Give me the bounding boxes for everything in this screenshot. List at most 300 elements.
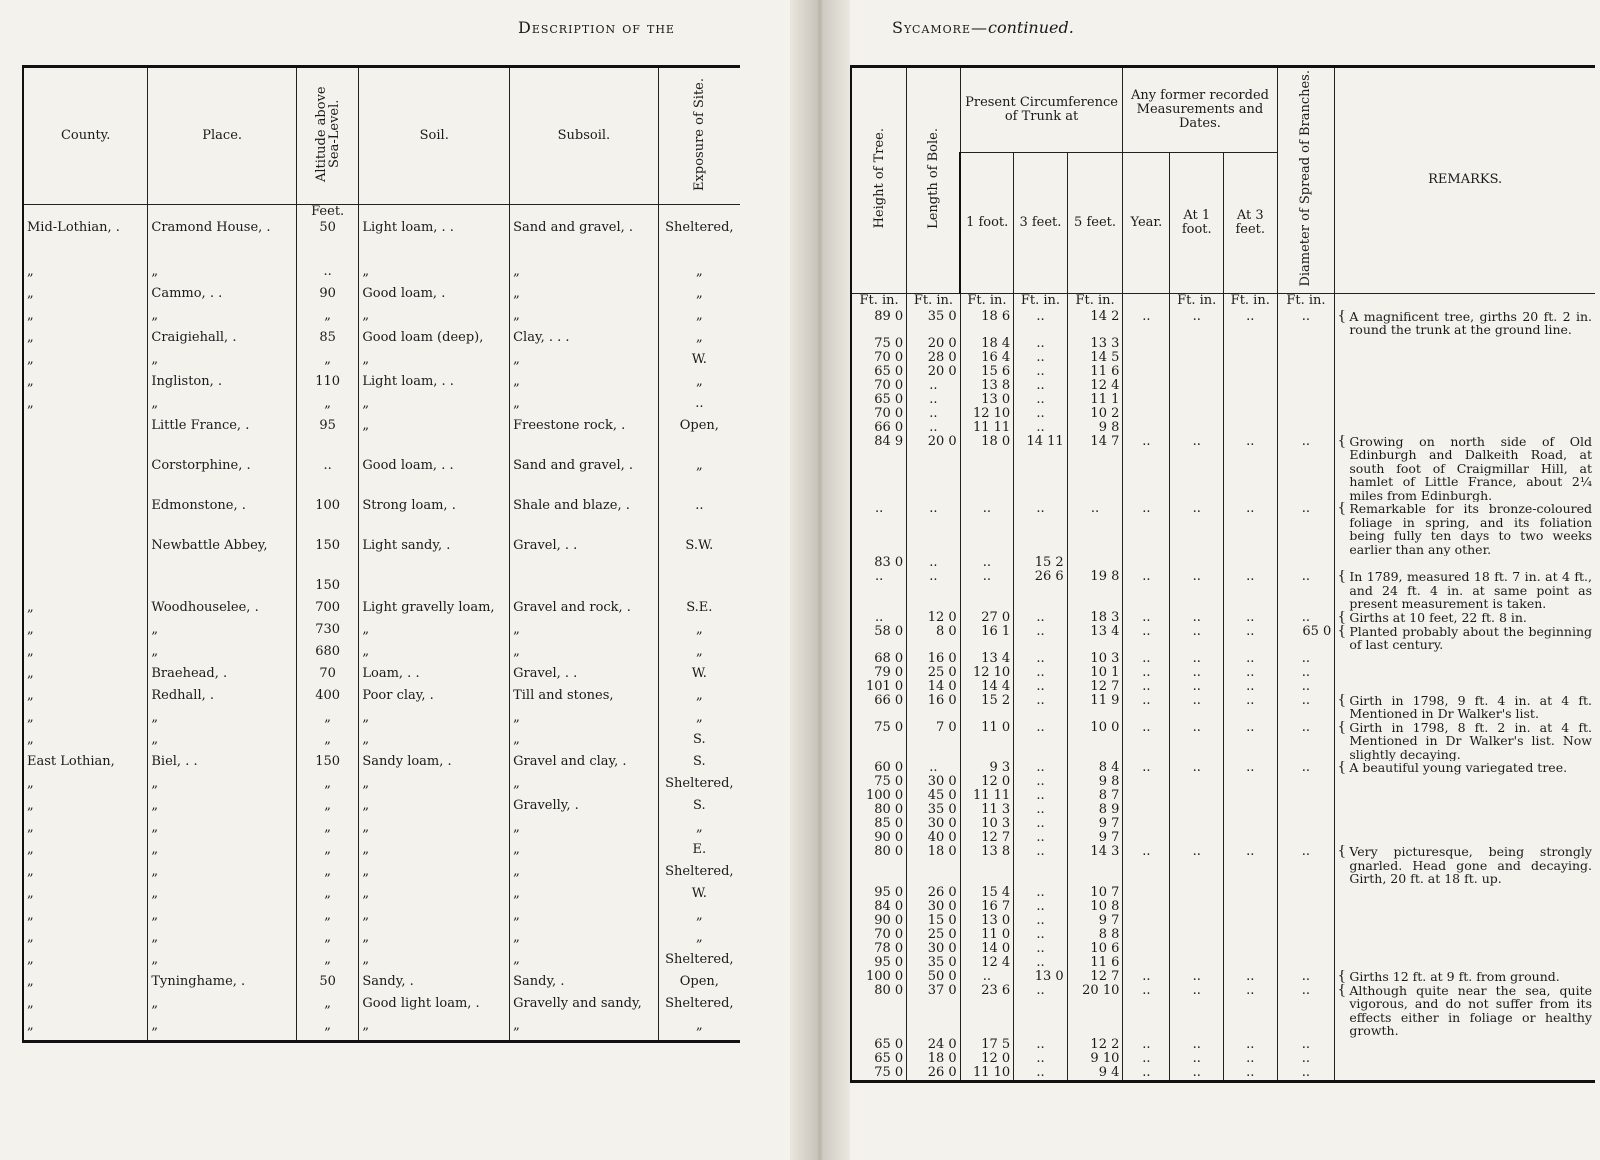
year-cell (1123, 942, 1170, 956)
circ-3ft-cell: 14 11 (1014, 435, 1068, 503)
circ-3ft-cell: 26 6 (1014, 570, 1068, 611)
soil-cell: Light sandy, . (359, 539, 510, 579)
altitude-cell: 100 (296, 499, 358, 539)
bole-cell: .. (907, 393, 961, 407)
soil-cell: Light loam, . . (359, 221, 510, 243)
county-cell: „ (23, 689, 148, 711)
county-cell: „ (23, 397, 148, 419)
at3-cell: .. (1223, 1052, 1277, 1066)
diameter-cell (1277, 914, 1335, 928)
soil-cell: „ (359, 645, 510, 667)
subsoil-cell: Gravel, . . (510, 539, 659, 579)
subsoil-header: Subsoil. (510, 67, 659, 205)
circ-3ft-cell: .. (1014, 789, 1068, 803)
diameter-cell (1277, 900, 1335, 914)
county-cell (23, 499, 148, 539)
right-page (850, 0, 1600, 1160)
year-cell (1123, 831, 1170, 845)
county-cell: „ (23, 265, 148, 287)
soil-cell: „ (359, 777, 510, 799)
exposure-cell: Open, (658, 975, 740, 997)
county-cell: „ (23, 997, 148, 1019)
altitude-cell: „ (296, 909, 358, 931)
altitude-cell: 50 (296, 221, 358, 243)
exposure-cell: „ (658, 287, 740, 309)
height-cell: 89 0 (851, 310, 907, 337)
height-cell: 75 0 (851, 337, 907, 351)
bole-cell: 35 0 (907, 803, 961, 817)
subsoil-cell: „ (510, 909, 659, 931)
at3-cell: .. (1223, 845, 1277, 886)
table-row (23, 733, 740, 755)
height-cell: 75 0 (851, 721, 907, 762)
altitude-cell: „ (296, 821, 358, 843)
county-cell: „ (23, 865, 148, 887)
height-cell: 100 0 (851, 789, 907, 803)
circ-1ft-cell: 11 3 (960, 803, 1014, 817)
year-cell: .. (1123, 1038, 1170, 1052)
county-cell: „ (23, 975, 148, 997)
table-row (851, 817, 1595, 831)
units-row (851, 293, 1595, 310)
table-row (23, 887, 740, 909)
circ-5ft-cell: 8 7 (1067, 789, 1123, 803)
circ-1ft-cell: 16 7 (960, 900, 1014, 914)
place-cell: „ (148, 821, 297, 843)
place-cell: „ (148, 1019, 297, 1041)
place-cell: „ (148, 843, 297, 865)
place-cell: „ (148, 865, 297, 887)
subsoil-cell: Gravel and clay, . (510, 755, 659, 777)
circ-5ft-cell: 14 7 (1067, 435, 1123, 503)
subsoil-cell: „ (510, 887, 659, 909)
bole-cell: 40 0 (907, 831, 961, 845)
circ-3ft-cell: .. (1014, 337, 1068, 351)
year-cell: .. (1123, 970, 1170, 984)
bole-cell: 20 0 (907, 435, 961, 503)
place-cell (148, 579, 297, 601)
circ-3ft-cell: .. (1014, 942, 1068, 956)
county-cell: „ (23, 843, 148, 865)
circ-3ft-cell: .. (1014, 502, 1068, 556)
subsoil-cell (510, 579, 659, 601)
remarks-cell (1335, 421, 1595, 435)
table-row (851, 680, 1595, 694)
exposure-cell: Sheltered, (658, 221, 740, 243)
bole-cell: 26 0 (907, 1066, 961, 1082)
table-row (851, 611, 1595, 625)
circ-1ft-cell: .. (960, 556, 1014, 570)
at3-cell (1223, 393, 1277, 407)
county-cell: „ (23, 309, 148, 331)
height-cell: 70 0 (851, 379, 907, 393)
remarks-cell (1335, 365, 1595, 379)
at1-cell: .. (1170, 652, 1224, 666)
year-cell (1123, 900, 1170, 914)
diameter-cell (1277, 351, 1335, 365)
year-cell: .. (1123, 611, 1170, 625)
soil-cell: Loam, . . (359, 667, 510, 689)
at3-cell: .. (1223, 680, 1277, 694)
subsoil-cell: Gravelly and sandy, (510, 997, 659, 1019)
table-row (851, 803, 1595, 817)
soil-cell: Good light loam, . (359, 997, 510, 1019)
soil-cell: „ (359, 931, 510, 953)
place-cell: „ (148, 799, 297, 821)
table-row (851, 984, 1595, 1038)
height-cell: 65 0 (851, 1052, 907, 1066)
remarks-cell (1335, 831, 1595, 845)
circ-5ft-cell: 9 7 (1067, 914, 1123, 928)
soil-cell: „ (359, 353, 510, 375)
circ-3ft-cell: .. (1014, 845, 1068, 886)
circ-5ft-cell: 11 1 (1067, 393, 1123, 407)
table-row (851, 379, 1595, 393)
county-cell: Mid-Lothian, . (23, 221, 148, 243)
exposure-cell: W. (658, 353, 740, 375)
bole-cell: .. (907, 502, 961, 556)
bole-cell: 15 0 (907, 914, 961, 928)
height-cell: 60 0 (851, 761, 907, 775)
table-row (23, 931, 740, 953)
exposure-cell: S. (658, 755, 740, 777)
remarks-cell (1335, 393, 1595, 407)
diameter-cell: .. (1277, 1038, 1335, 1052)
circ-5ft-cell: 9 4 (1067, 1066, 1123, 1082)
unit-label: Ft. in. (1170, 293, 1224, 310)
bole-cell: 35 0 (907, 310, 961, 337)
at1-cell (1170, 956, 1224, 970)
circ-3ft-cell: .. (1014, 652, 1068, 666)
diameter-cell (1277, 789, 1335, 803)
exposure-cell: E. (658, 843, 740, 865)
table-row (851, 652, 1595, 666)
height-cell: 66 0 (851, 421, 907, 435)
altitude-cell: „ (296, 799, 358, 821)
circ-1ft-cell: 18 0 (960, 435, 1014, 503)
table-row (23, 711, 740, 733)
circ-3ft-cell: .. (1014, 351, 1068, 365)
county-cell: „ (23, 931, 148, 953)
county-cell: „ (23, 711, 148, 733)
circ-5ft-cell: 13 3 (1067, 337, 1123, 351)
place-cell: „ (148, 909, 297, 931)
altitude-cell: 50 (296, 975, 358, 997)
diameter-cell: 65 0 (1277, 625, 1335, 652)
remarks-cell (1335, 900, 1595, 914)
table-row (851, 1038, 1595, 1052)
circ-5ft-cell: 10 2 (1067, 407, 1123, 421)
diameter-cell: .. (1277, 970, 1335, 984)
circ-5ft-cell: 10 1 (1067, 666, 1123, 680)
year-cell (1123, 393, 1170, 407)
circ-3ft-cell: .. (1014, 721, 1068, 762)
diameter-cell: .. (1277, 611, 1335, 625)
unit-label: Ft. in. (907, 293, 961, 310)
soil-cell: „ (359, 309, 510, 331)
table-row (851, 761, 1595, 775)
table-row (851, 407, 1595, 421)
circ-5ft-cell: 9 7 (1067, 817, 1123, 831)
ft3-header: 3 feet. (1014, 153, 1068, 294)
at1-cell: .. (1170, 761, 1224, 775)
diameter-cell (1277, 928, 1335, 942)
book-gutter (790, 0, 850, 1160)
place-cell: „ (148, 711, 297, 733)
diameter-cell: .. (1277, 435, 1335, 503)
bole-cell: 18 0 (907, 1052, 961, 1066)
at1-cell (1170, 351, 1224, 365)
bole-cell: .. (907, 407, 961, 421)
unit-label: Ft. in. (1223, 293, 1277, 310)
bole-cell: 20 0 (907, 365, 961, 379)
table-row (23, 843, 740, 865)
circ-3ft-cell: .. (1014, 775, 1068, 789)
right-running-head: Sycamore—continued. (892, 18, 1074, 37)
exposure-cell: „ (658, 375, 740, 397)
table-row (851, 351, 1595, 365)
place-cell: Biel, . . (148, 755, 297, 777)
unit-label: Ft. in. (1277, 293, 1335, 310)
at3-cell: .. (1223, 625, 1277, 652)
diameter-cell (1277, 803, 1335, 817)
remarks-cell: { Growing on north side of Old Edinburgh and Dalkeith Road, at south foot of Craigmillar Hill, at hamlet of Little France, about 2¼ miles from Edinburgh. (1335, 435, 1595, 503)
soil-cell: Good loam (deep), (359, 331, 510, 353)
exposure-header: Exposure of Site. (658, 67, 740, 205)
place-cell: Little France, . (148, 419, 297, 459)
place-cell: „ (148, 397, 297, 419)
diameter-cell (1277, 556, 1335, 570)
at1-cell (1170, 803, 1224, 817)
unit-label: Feet. (296, 205, 358, 222)
bole-cell: .. (907, 570, 961, 611)
circ-5ft-cell: 10 0 (1067, 721, 1123, 762)
at1-cell (1170, 914, 1224, 928)
remarks-cell (1335, 556, 1595, 570)
year-cell: .. (1123, 310, 1170, 337)
bole-cell: .. (907, 761, 961, 775)
circ-1ft-cell: .. (960, 570, 1014, 611)
year-cell: .. (1123, 435, 1170, 503)
height-cell: 65 0 (851, 393, 907, 407)
at3-cell: .. (1223, 611, 1277, 625)
table-row (23, 265, 740, 287)
circ-3ft-cell: .. (1014, 379, 1068, 393)
height-cell: 85 0 (851, 817, 907, 831)
subsoil-cell: „ (510, 777, 659, 799)
height-cell: .. (851, 611, 907, 625)
remarks-cell: { Girth in 1798, 9 ft. 4 in. at 4 ft. Mentioned in Dr Walker's list. (1335, 694, 1595, 721)
bole-cell: 30 0 (907, 775, 961, 789)
table-row (851, 942, 1595, 956)
altitude-cell: 150 (296, 539, 358, 579)
place-cell: „ (148, 309, 297, 331)
place-cell: „ (148, 645, 297, 667)
circ-3ft-cell: .. (1014, 956, 1068, 970)
altitude-cell: 150 (296, 755, 358, 777)
circ-1ft-cell: 13 4 (960, 652, 1014, 666)
exposure-cell: „ (658, 645, 740, 667)
circ-1ft-cell: .. (960, 970, 1014, 984)
county-cell: „ (23, 287, 148, 309)
table-row (851, 421, 1595, 435)
table-row (23, 221, 740, 243)
subsoil-cell: „ (510, 265, 659, 287)
diameter-cell: .. (1277, 1052, 1335, 1066)
subsoil-cell: Gravel and rock, . (510, 601, 659, 623)
circ-5ft-cell: 9 8 (1067, 421, 1123, 435)
height-cell: 78 0 (851, 942, 907, 956)
soil-cell: „ (359, 865, 510, 887)
table-row (23, 243, 740, 265)
year-cell: .. (1123, 666, 1170, 680)
circ-3ft-cell: .. (1014, 761, 1068, 775)
circ-3ft-cell: .. (1014, 984, 1068, 1038)
at1-cell (1170, 556, 1224, 570)
diameter-cell (1277, 379, 1335, 393)
circ-5ft-cell: 12 2 (1067, 1038, 1123, 1052)
circ-3ft-cell: .. (1014, 666, 1068, 680)
bole-cell: 7 0 (907, 721, 961, 762)
table-row (851, 914, 1595, 928)
at1-cell (1170, 421, 1224, 435)
circ-5ft-cell: 8 9 (1067, 803, 1123, 817)
place-cell: Craigiehall, . (148, 331, 297, 353)
at3-cell (1223, 775, 1277, 789)
altitude-cell: 700 (296, 601, 358, 623)
bole-cell: 30 0 (907, 900, 961, 914)
at1-cell (1170, 789, 1224, 803)
soil-cell: „ (359, 265, 510, 287)
diameter-cell: .. (1277, 1066, 1335, 1082)
subsoil-cell: „ (510, 931, 659, 953)
table-row (23, 755, 740, 777)
subsoil-cell: „ (510, 397, 659, 419)
circ-1ft-cell: 15 4 (960, 886, 1014, 900)
county-cell: „ (23, 1019, 148, 1041)
circ-3ft-cell: .. (1014, 407, 1068, 421)
circ-3ft-cell: .. (1014, 803, 1068, 817)
table-row (851, 694, 1595, 721)
exposure-cell: S.E. (658, 601, 740, 623)
remarks-cell (1335, 803, 1595, 817)
height-cell: 83 0 (851, 556, 907, 570)
soil-cell: Sandy, . (359, 975, 510, 997)
altitude-cell: .. (296, 265, 358, 287)
subsoil-cell: „ (510, 309, 659, 331)
at1-cell (1170, 886, 1224, 900)
at3-cell: .. (1223, 310, 1277, 337)
height-cell: 79 0 (851, 666, 907, 680)
at1-cell: .. (1170, 970, 1224, 984)
remarks-cell: { Planted probably about the beginning of last century. (1335, 625, 1595, 652)
table-row (851, 970, 1595, 984)
soil-cell: „ (359, 733, 510, 755)
altitude-cell: „ (296, 733, 358, 755)
diameter-cell (1277, 831, 1335, 845)
circ-1ft-cell: 14 4 (960, 680, 1014, 694)
year-cell (1123, 817, 1170, 831)
altitude-cell: 70 (296, 667, 358, 689)
bole-cell: 12 0 (907, 611, 961, 625)
units-row (23, 205, 740, 222)
remarks-cell: { A beautiful young variegated tree. (1335, 761, 1595, 775)
exposure-cell: „ (658, 711, 740, 733)
left-table-body (23, 205, 740, 1042)
height-cell: 68 0 (851, 652, 907, 666)
year-cell: .. (1123, 625, 1170, 652)
bole-cell: 24 0 (907, 1038, 961, 1052)
table-row (23, 667, 740, 689)
table-row (23, 287, 740, 309)
circ-5ft-cell: 20 10 (1067, 984, 1123, 1038)
year-cell (1123, 956, 1170, 970)
remarks-cell (1335, 817, 1595, 831)
at3-cell (1223, 886, 1277, 900)
county-cell: „ (23, 375, 148, 397)
place-cell: Edmonstone, . (148, 499, 297, 539)
at3-cell (1223, 421, 1277, 435)
table-row (23, 799, 740, 821)
height-cell: 95 0 (851, 886, 907, 900)
at1-cell: .. (1170, 845, 1224, 886)
bole-cell: 35 0 (907, 956, 961, 970)
diameter-cell (1277, 956, 1335, 970)
circ-3ft-cell: .. (1014, 1038, 1068, 1052)
year-cell (1123, 379, 1170, 393)
exposure-cell: „ (658, 309, 740, 331)
place-header: Place. (148, 67, 297, 205)
remarks-cell (1335, 351, 1595, 365)
remarks-cell (1335, 407, 1595, 421)
subsoil-cell: „ (510, 843, 659, 865)
at1-cell: .. (1170, 1066, 1224, 1082)
exposure-cell: „ (658, 265, 740, 287)
circ-5ft-cell: 13 4 (1067, 625, 1123, 652)
circ-5ft-cell: 14 2 (1067, 310, 1123, 337)
bole-cell: 30 0 (907, 817, 961, 831)
diameter-cell (1277, 393, 1335, 407)
year-cell (1123, 803, 1170, 817)
year-cell (1123, 928, 1170, 942)
year-cell: .. (1123, 1052, 1170, 1066)
table-row (23, 397, 740, 419)
remarks-cell: { Remarkable for its bronze-coloured foliage in spring, and its foliation being fully ten days to two weeks earlier than any other. (1335, 502, 1595, 556)
height-cell: 80 0 (851, 803, 907, 817)
subsoil-cell: Sand and gravel, . (510, 459, 659, 499)
bole-cell: 16 0 (907, 652, 961, 666)
bole-cell: 45 0 (907, 789, 961, 803)
circ-1ft-cell: 16 4 (960, 351, 1014, 365)
at1-cell: .. (1170, 984, 1224, 1038)
diameter-cell (1277, 942, 1335, 956)
circ-1ft-cell: 11 11 (960, 421, 1014, 435)
soil-cell: „ (359, 909, 510, 931)
remarks-cell (1335, 914, 1595, 928)
circ-5ft-cell: 11 6 (1067, 956, 1123, 970)
altitude-cell: 110 (296, 375, 358, 397)
county-cell: „ (23, 623, 148, 645)
height-cell: 65 0 (851, 1038, 907, 1052)
circ-1ft-cell: 12 7 (960, 831, 1014, 845)
place-cell: „ (148, 931, 297, 953)
remarks-cell (1335, 379, 1595, 393)
remarks-cell (1335, 666, 1595, 680)
bole-cell: 26 0 (907, 886, 961, 900)
at1-cell (1170, 393, 1224, 407)
altitude-cell: „ (296, 931, 358, 953)
soil-cell: Good loam, . . (359, 459, 510, 499)
